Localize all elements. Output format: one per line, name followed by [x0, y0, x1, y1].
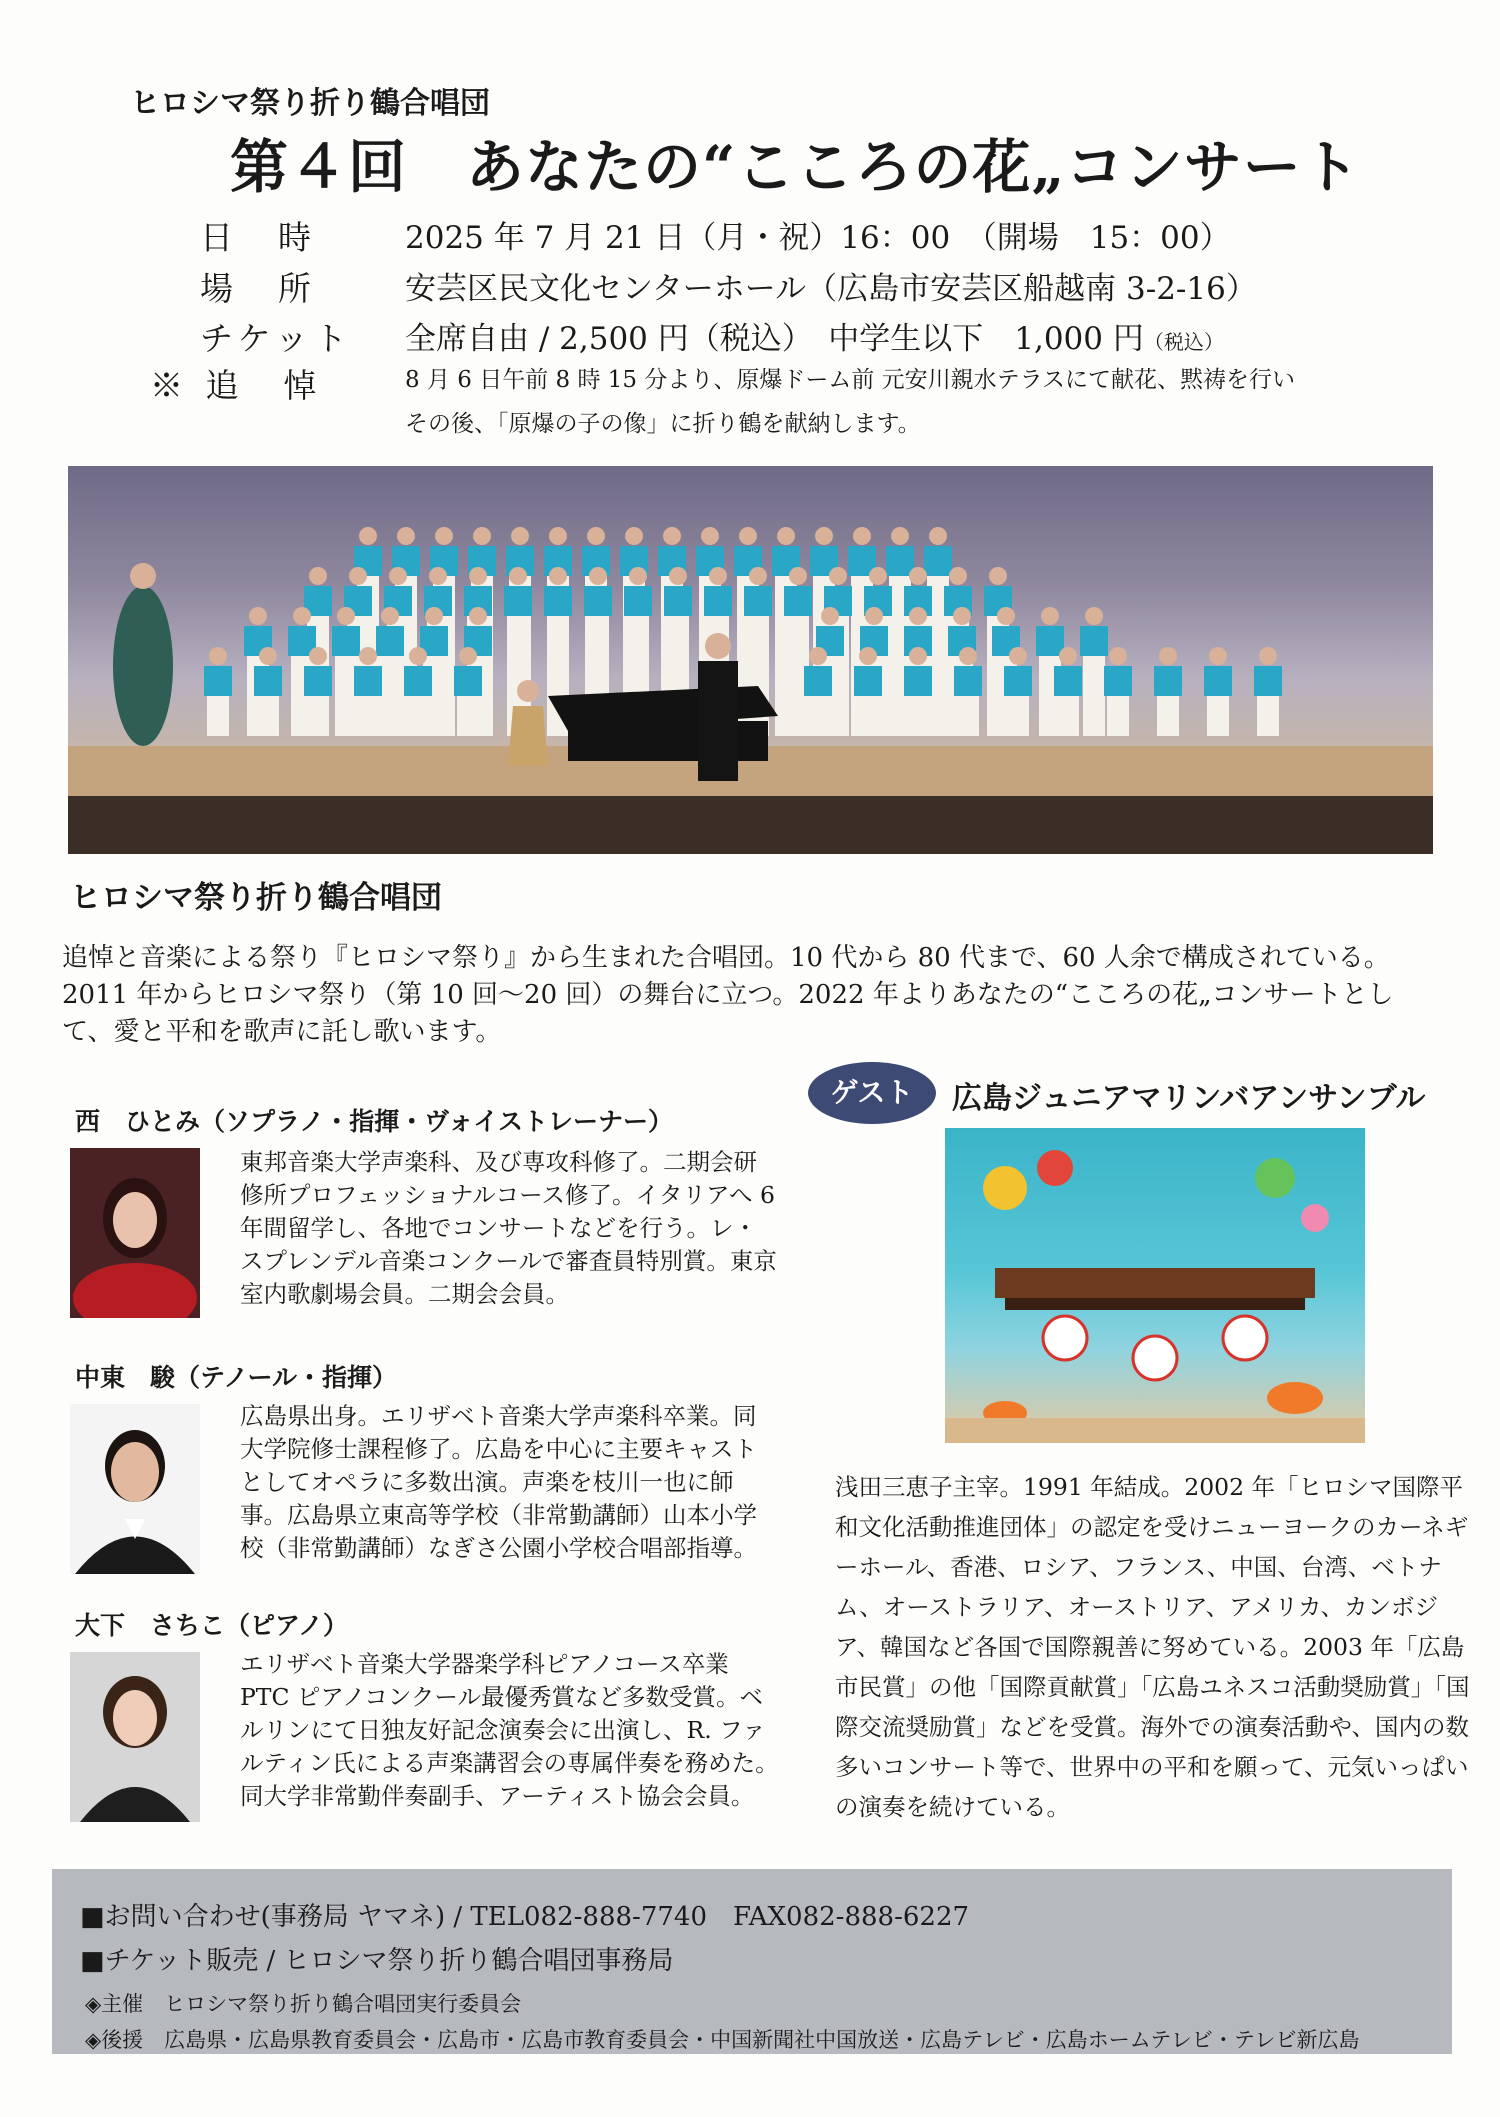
support-info: ◈後援 広島県・広島県教育委員会・広島市・広島市教育委員会・中国新聞社中国放送・広島テレビ・広島ホームテレビ・テレビ新広島 — [85, 2028, 1360, 2052]
choir-member-head — [309, 567, 327, 585]
choir-member-trousers — [1157, 696, 1179, 736]
choir-member-trousers — [857, 696, 879, 736]
choir-member-head — [381, 607, 399, 625]
choir-member-head — [909, 607, 927, 625]
choir-member-head — [473, 527, 491, 545]
performer-bio: 東邦音楽大学声楽科、及び専攻科修了。二期会研修所プロフェッショナルコース修了。イタリアへ 6 年間留学し、各地でコンサートなどを行う。レ・スプレンデル音楽コンクールで審査員特別賞。東京室内歌劇場会員。二期会会員。 — [240, 1148, 777, 1308]
soloist — [113, 563, 173, 746]
choir-member-shirt — [404, 666, 432, 696]
choir-stage-photo — [68, 466, 1433, 854]
choir-member-shirt — [1004, 666, 1032, 696]
choir-member-head — [829, 567, 847, 585]
choir-member-head — [909, 567, 927, 585]
performer-photo — [70, 1652, 200, 1822]
choir-member-shirt — [744, 586, 772, 616]
choir-member-head — [349, 567, 367, 585]
choir-member-head — [509, 567, 527, 585]
choir-member-shirt — [1154, 666, 1182, 696]
datetime-value: 2025 年 7 月 21 日（月・祝）16：00 （開場 15：00） — [405, 220, 1231, 256]
choir-member-head — [1259, 647, 1277, 665]
choir-member-head — [959, 647, 977, 665]
choir-member-trousers — [379, 656, 401, 736]
datetime-label: 日 時 — [200, 218, 317, 257]
ticket-label: チケット — [200, 319, 354, 358]
venue-value: 安芸区民文化センターホール（広島市安芸区船越南 3-2-16） — [405, 271, 1257, 307]
choir-member-head — [1059, 647, 1077, 665]
performer-photo — [70, 1148, 200, 1318]
choir-member-shirt — [904, 666, 932, 696]
choir-member-head — [989, 567, 1007, 585]
choir-member-head — [739, 527, 757, 545]
choir-member-trousers — [1107, 696, 1129, 736]
choir-member-trousers — [257, 696, 279, 736]
choir-member-head — [865, 607, 883, 625]
choir-member-trousers — [1083, 656, 1105, 736]
choir-member-head — [997, 607, 1015, 625]
organizer-group-name: ヒロシマ祭り折り鶴合唱団 — [130, 86, 490, 121]
choir-member-head — [359, 647, 377, 665]
choir-member-trousers — [1007, 696, 1029, 736]
choir-member-head — [459, 647, 477, 665]
choir-member-trousers — [335, 656, 357, 736]
choir-member-trousers — [1057, 696, 1079, 736]
choir-member-head — [789, 567, 807, 585]
choir-member-shirt — [704, 586, 732, 616]
choir-member-head — [549, 567, 567, 585]
choir-member-shirt — [354, 666, 382, 696]
choir-member-shirt — [954, 666, 982, 696]
choir-member-head — [701, 527, 719, 545]
choir-member-head — [859, 647, 877, 665]
contact-info: ■お問い合わせ(事務局 ヤマネ) / TEL082-888-7740 FAX082-888-6227 — [80, 1902, 970, 1932]
choir-member-head — [891, 527, 909, 545]
choir-member-trousers — [357, 696, 379, 736]
choir-member-head — [663, 527, 681, 545]
audience-area — [68, 796, 1433, 854]
memorial-line-2: その後、「原爆の子の像」に折り鶴を献納します。 — [405, 411, 921, 437]
choir-member-head — [249, 607, 267, 625]
guest-name: 広島ジュニアマリンバアンサンブル — [952, 1081, 1426, 1116]
choir-member-head — [337, 607, 355, 625]
choir-member-head — [669, 567, 687, 585]
choir-stage-illustration — [68, 466, 1433, 854]
performer-name: 中東 駿（テノール・指揮） — [75, 1363, 398, 1392]
choir-member-head — [625, 527, 643, 545]
choir-member-head — [749, 567, 767, 585]
choir-member-head — [309, 647, 327, 665]
choir-member-head — [815, 527, 833, 545]
choir-member-head — [293, 607, 311, 625]
choir-member-head — [949, 567, 967, 585]
choir-member-shirt — [664, 586, 692, 616]
choir-member-shirt — [804, 666, 832, 696]
choir-member-head — [809, 647, 827, 665]
choir-member-head — [397, 527, 415, 545]
choir-member-head — [359, 527, 377, 545]
choir-member-head — [435, 527, 453, 545]
memorial-label: ※ 追 悼 — [150, 366, 323, 405]
choir-heading: ヒロシマ祭り折り鶴合唱団 — [70, 880, 442, 916]
choir-member-shirt — [624, 586, 652, 616]
concert-title: 第４回 あなたの“こころの花„コンサート — [230, 133, 1361, 201]
choir-member-shirt — [784, 586, 812, 616]
choir-member-trousers — [1207, 696, 1229, 736]
performer-name: 西 ひとみ（ソプラノ・指揮・ヴォイストレーナー） — [75, 1107, 674, 1136]
choir-member-head — [425, 607, 443, 625]
choir-member-trousers — [957, 696, 979, 736]
choir-member-head — [953, 607, 971, 625]
choir-member-head — [389, 567, 407, 585]
guest-badge: ゲスト — [808, 1062, 936, 1124]
choir-member-trousers — [807, 696, 829, 736]
choir-member-shirt — [854, 666, 882, 696]
choir-member-head — [469, 607, 487, 625]
choir-member-shirt — [376, 626, 404, 656]
memorial-line-1: 8 月 6 日午前 8 時 15 分より、原爆ドーム前 元安川親水テラスにて献花、黙祷を行い — [405, 367, 1295, 393]
choir-member-shirt — [304, 666, 332, 696]
choir-member-trousers — [307, 696, 329, 736]
choir-member-shirt — [584, 586, 612, 616]
choir-member-shirt — [504, 586, 532, 616]
choir-member-head — [409, 647, 427, 665]
choir-member-shirt — [1080, 626, 1108, 656]
choir-member-head — [777, 527, 795, 545]
choir-member-head — [909, 647, 927, 665]
choir-member-head — [1085, 607, 1103, 625]
venue-label: 場 所 — [200, 269, 317, 308]
choir-member-trousers — [1257, 696, 1279, 736]
choir-member-head — [429, 567, 447, 585]
choir-member-head — [929, 527, 947, 545]
choir-member-head — [1041, 607, 1059, 625]
choir-member-head — [587, 527, 605, 545]
choir-member-head — [469, 567, 487, 585]
marimba-ensemble-illustration — [945, 1128, 1365, 1443]
choir-member-shirt — [204, 666, 232, 696]
choir-member-trousers — [207, 696, 229, 736]
guest-description: 浅田三恵子主宰。1991 年結成。2002 年「ヒロシマ国際平和文化活動推進団体」の認定を受けニューヨークのカーネギーホール、香港、ロシア、フランス、中国、台湾、ベトナム、オーストラリア、オーストリア、アメリカ、カンボジア、韓国など各国で国際親善に努めている。2003 年「広島市民賞」の他「国際貢献賞」「広島ユネスコ活動奨励賞」「国際交流奨励賞」などを受賞。海外での演奏活動や、国内の数多いコンサート等で、世界中の平和を願って、元気いっぱいの演奏を続けている。 — [835, 1473, 1470, 1821]
choir-member-trousers — [747, 616, 769, 736]
performer-name: 大下 さちこ（ピアノ） — [75, 1611, 349, 1640]
choir-member-trousers — [907, 696, 929, 736]
choir-member-shirt — [1104, 666, 1132, 696]
choir-member-shirt — [254, 666, 282, 696]
organizer-info: ◈主催 ヒロシマ祭り折り鶴合唱団実行委員会 — [85, 1992, 522, 2016]
choir-member-head — [1209, 647, 1227, 665]
ticket-value — [405, 313, 1224, 358]
ticket-sales-info: ■チケット販売 / ヒロシマ祭り折り鶴合唱団事務局 — [80, 1946, 674, 1976]
choir-member-head — [1109, 647, 1127, 665]
choir-description: 追悼と音楽による祭り『ヒロシマ祭り』から生まれた合唱団。10 代から 80 代まで、60 人余で構成されている。2011 年からヒロシマ祭り（第 10 回〜20 回）の舞台に立つ。2022 年よりあなたの“こころの花„コンサートとして、愛と平和を歌声に託し歌います。 — [62, 943, 1394, 1047]
choir-member-head — [549, 527, 567, 545]
choir-member-head — [589, 567, 607, 585]
choir-member-shirt — [332, 626, 360, 656]
memorial-text — [405, 358, 1405, 446]
choir-member-shirt — [1054, 666, 1082, 696]
performer-bio: 広島県出身。エリザベト音楽大学声楽科卒業。同大学院修士課程修了。広島を中心に主要キャストとしてオペラに多数出演。声楽を枝川一也に師事。広島県立東高等学校（非常勤講師）山本小学校（非常勤講師）なぎさ公園小学校合唱部指導。 — [240, 1402, 757, 1562]
ticket-tax-note: （税込） — [1143, 330, 1224, 354]
choir-member-shirt — [1036, 626, 1064, 656]
choir-member-head — [1159, 647, 1177, 665]
choir-member-head — [869, 567, 887, 585]
choir-member-shirt — [924, 546, 952, 576]
choir-member-head — [209, 647, 227, 665]
choir-member-shirt — [886, 546, 914, 576]
choir-member-shirt — [1204, 666, 1232, 696]
choir-member-head — [629, 567, 647, 585]
choir-member-head — [821, 607, 839, 625]
choir-member-head — [709, 567, 727, 585]
guest-ensemble-photo — [945, 1128, 1365, 1443]
choir-member-head — [511, 527, 529, 545]
performer-photo — [70, 1404, 200, 1574]
choir-member-head — [853, 527, 871, 545]
performer-bio: エリザベト音楽大学器楽学科ピアノコース卒業 PTC ピアノコンクール最優秀賞など多数受賞。ベルリンにて日独友好記念演奏会に出演し、R. ファルティン氏による声楽講習会の専属伴奏を務めた。同大学非常勤伴奏副手、アーティスト協会会員。 — [240, 1650, 779, 1810]
choir-member-shirt — [1254, 666, 1282, 696]
choir-member-shirt — [544, 586, 572, 616]
choir-member-head — [259, 647, 277, 665]
choir-member-trousers — [457, 696, 479, 736]
choir-member-head — [1009, 647, 1027, 665]
choir-member-trousers — [407, 696, 429, 736]
ticket-price: 全席自由 / 2,500 円（税込） 中学生以下 1,000 円 — [405, 321, 1144, 357]
choir-member-shirt — [454, 666, 482, 696]
